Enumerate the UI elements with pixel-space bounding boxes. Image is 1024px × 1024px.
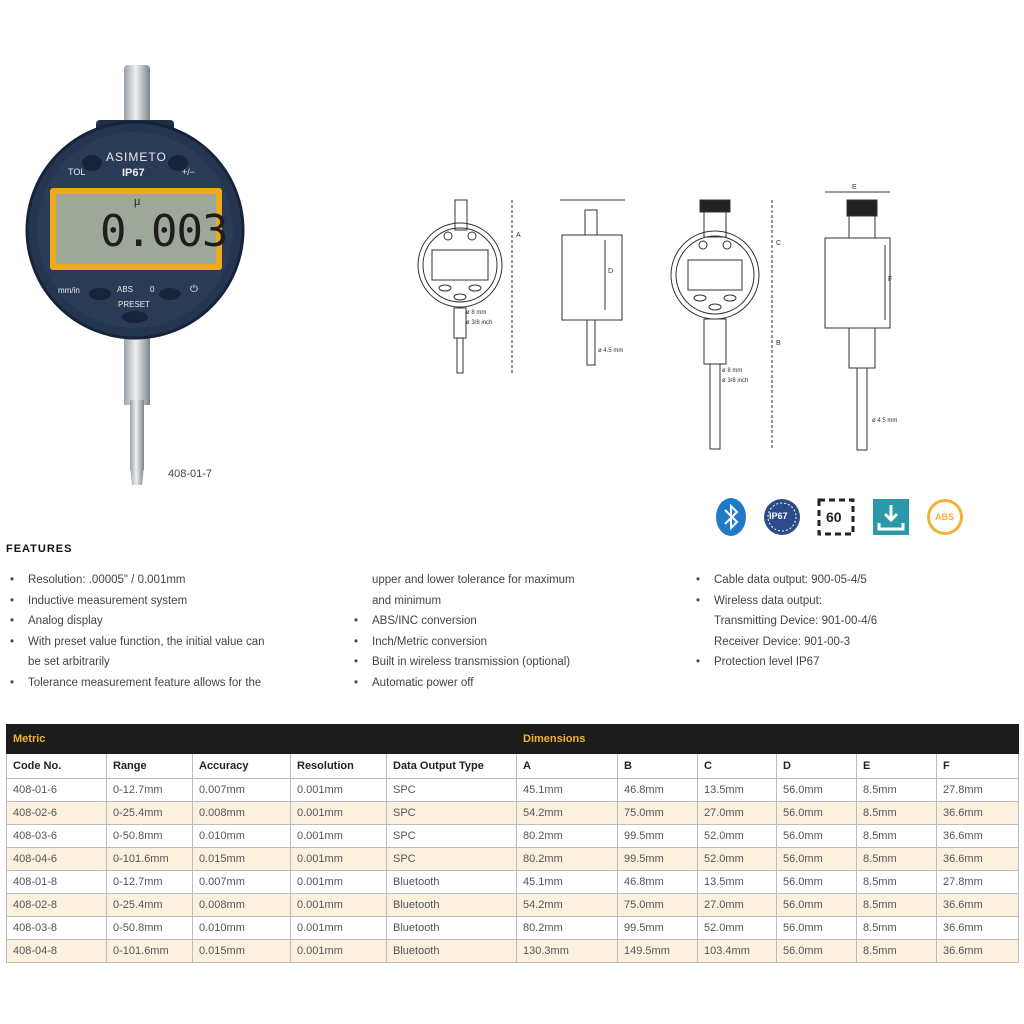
table-cell: 56.0mm bbox=[777, 917, 857, 940]
table-cell: 8.5mm bbox=[857, 940, 937, 963]
table-cell: 13.5mm bbox=[698, 871, 777, 894]
power-icon: ⏻ bbox=[190, 284, 198, 295]
column-header: D bbox=[777, 754, 857, 779]
table-cell: 8.5mm bbox=[857, 871, 937, 894]
column-header: E bbox=[857, 754, 937, 779]
band-dimensions: Dimensions bbox=[517, 725, 1019, 754]
model-caption: 408-01-7 bbox=[168, 468, 213, 480]
ip-rating-label: IP67 bbox=[122, 167, 145, 179]
table-cell: 8.5mm bbox=[857, 917, 937, 940]
table-cell: 0.010mm bbox=[193, 917, 291, 940]
brand-label: ASIMETO bbox=[106, 150, 167, 164]
table-cell: 99.5mm bbox=[618, 917, 698, 940]
feature-item: and minimum bbox=[372, 594, 442, 607]
table-cell: 0-25.4mm bbox=[107, 894, 193, 917]
table-cell: 27.8mm bbox=[937, 871, 1019, 894]
column-header: Code No. bbox=[7, 754, 107, 779]
table-cell: 0-101.6mm bbox=[107, 848, 193, 871]
table-cell: 45.1mm bbox=[517, 779, 618, 802]
table-cell: SPC bbox=[387, 779, 517, 802]
lcd-unit: μ bbox=[134, 196, 141, 208]
table-cell: 54.2mm bbox=[517, 894, 618, 917]
feature-item: • Inch/Metric conversion bbox=[352, 632, 652, 653]
table-band-row bbox=[7, 725, 1019, 754]
stem-dia-inch-label: ø 3/8 inch bbox=[466, 320, 493, 326]
tip-dia-label-2: ø 4.5 mm bbox=[872, 418, 898, 424]
table-cell: 75.0mm bbox=[618, 894, 698, 917]
table-cell: 36.6mm bbox=[937, 940, 1019, 963]
dim-label-b: B bbox=[776, 340, 781, 347]
column-header: Accuracy bbox=[193, 754, 291, 779]
table-cell: 36.6mm bbox=[937, 917, 1019, 940]
table-cell: 36.6mm bbox=[937, 848, 1019, 871]
table-header-row bbox=[7, 754, 1019, 779]
table-row bbox=[7, 940, 1019, 963]
table-cell: 99.5mm bbox=[618, 825, 698, 848]
table-cell: 0.001mm bbox=[291, 825, 387, 848]
table-cell: 0.008mm bbox=[193, 894, 291, 917]
feature-item: • Inductive measurement system bbox=[8, 591, 328, 612]
table-cell: 8.5mm bbox=[857, 894, 937, 917]
feature-item: • Automatic power off bbox=[352, 673, 652, 694]
table-row bbox=[7, 825, 1019, 848]
column-header: Range bbox=[107, 754, 193, 779]
feature-item: • Analog display bbox=[8, 611, 328, 632]
table-cell: 408-01-8 bbox=[7, 871, 107, 894]
table-cell: 408-04-8 bbox=[7, 940, 107, 963]
table-cell: 45.1mm bbox=[517, 871, 618, 894]
table-cell: 408-02-8 bbox=[7, 894, 107, 917]
table-cell: 27.8mm bbox=[937, 779, 1019, 802]
table-cell: 8.5mm bbox=[857, 779, 937, 802]
tol-button-label: TOL bbox=[68, 167, 86, 177]
table-row bbox=[7, 779, 1019, 802]
table-row bbox=[7, 802, 1019, 825]
table-cell: 8.5mm bbox=[857, 848, 937, 871]
tip-dia-label: ø 4.5 mm bbox=[598, 348, 624, 354]
table-cell: 0.001mm bbox=[291, 848, 387, 871]
table-cell: 408-03-6 bbox=[7, 825, 107, 848]
table-cell: 80.2mm bbox=[517, 825, 618, 848]
table-cell: 0-50.8mm bbox=[107, 825, 193, 848]
sixty-icon bbox=[816, 497, 856, 537]
dim-label-a: A bbox=[516, 232, 521, 239]
dim-label-d: D bbox=[608, 268, 614, 275]
table-cell: 408-04-6 bbox=[7, 848, 107, 871]
dim-label-c: C bbox=[776, 240, 782, 247]
table-cell: 149.5mm bbox=[618, 940, 698, 963]
table-cell: 27.0mm bbox=[698, 802, 777, 825]
table-row bbox=[7, 848, 1019, 871]
column-header: A bbox=[517, 754, 618, 779]
feature-item: • Built in wireless transmission (optional) bbox=[352, 652, 652, 673]
table-cell: 0.001mm bbox=[291, 871, 387, 894]
table-cell: 80.2mm bbox=[517, 848, 618, 871]
band-metric: Metric bbox=[7, 725, 517, 754]
table-cell: 56.0mm bbox=[777, 802, 857, 825]
table-cell: 0.001mm bbox=[291, 894, 387, 917]
feature-item: • ABS/INC conversion bbox=[352, 611, 652, 632]
table-cell: 130.3mm bbox=[517, 940, 618, 963]
table-cell: 56.0mm bbox=[777, 894, 857, 917]
table-cell: 56.0mm bbox=[777, 871, 857, 894]
table-cell: 0.008mm bbox=[193, 802, 291, 825]
feature-item: • Wireless data output: bbox=[694, 591, 994, 612]
feature-item: upper and lower tolerance for maximum bbox=[372, 574, 575, 586]
table-cell: 408-02-6 bbox=[7, 802, 107, 825]
stem-dia-label: ø 8 mm bbox=[466, 310, 487, 316]
table-cell: 0.015mm bbox=[193, 940, 291, 963]
table-cell: 52.0mm bbox=[698, 917, 777, 940]
table-cell: 8.5mm bbox=[857, 825, 937, 848]
table-cell: 56.0mm bbox=[777, 779, 857, 802]
feature-item: • With preset value function, the initial value can bbox=[8, 632, 328, 653]
stem-dia-label-2: ø 8 mm bbox=[722, 368, 743, 374]
column-header: Resolution bbox=[291, 754, 387, 779]
table-cell: 80.2mm bbox=[517, 917, 618, 940]
table-cell: 0.007mm bbox=[193, 779, 291, 802]
sixty-text: 60 bbox=[826, 509, 842, 525]
data-output-icon bbox=[871, 497, 911, 537]
feature-item: Transmitting Device: 901-00-4/6 bbox=[714, 615, 878, 627]
features-column-2 bbox=[352, 570, 652, 693]
table-row bbox=[7, 894, 1019, 917]
column-header: F bbox=[937, 754, 1019, 779]
table-cell: 0-12.7mm bbox=[107, 871, 193, 894]
table-cell: 0.007mm bbox=[193, 871, 291, 894]
table-cell: SPC bbox=[387, 802, 517, 825]
feature-item: • Cable data output: 900-05-4/5 bbox=[694, 570, 994, 591]
column-header: B bbox=[618, 754, 698, 779]
column-header: Data Output Type bbox=[387, 754, 517, 779]
abs-icon bbox=[925, 497, 965, 537]
table-cell: 54.2mm bbox=[517, 802, 618, 825]
feature-item: Receiver Device: 901-00-3 bbox=[714, 635, 851, 648]
table-cell: SPC bbox=[387, 825, 517, 848]
feature-item: • Resolution: .00005" / 0.001mm bbox=[8, 570, 328, 591]
table-cell: 0.001mm bbox=[291, 802, 387, 825]
table-cell: Bluetooth bbox=[387, 871, 517, 894]
abs-icon-text: ABS bbox=[935, 512, 955, 522]
stem-dia-inch-label-2: ø 3/8 inch bbox=[722, 378, 749, 384]
features-column-1 bbox=[8, 570, 328, 693]
feature-item: • Tolerance measurement feature allows for the bbox=[8, 673, 328, 694]
ip67-text: IP67 bbox=[769, 511, 788, 521]
table-cell: 46.8mm bbox=[618, 779, 698, 802]
table-cell: 408-01-6 bbox=[7, 779, 107, 802]
table-cell: 408-03-8 bbox=[7, 917, 107, 940]
features-title: FEATURES bbox=[6, 543, 73, 555]
plusminus-button-label: +/− bbox=[182, 167, 196, 177]
product-photo bbox=[20, 60, 250, 500]
table-cell: 103.4mm bbox=[698, 940, 777, 963]
table-cell: 0.010mm bbox=[193, 825, 291, 848]
feature-item: be set arbitrarily bbox=[28, 656, 110, 668]
table-cell: Bluetooth bbox=[387, 940, 517, 963]
column-header: C bbox=[698, 754, 777, 779]
bluetooth-icon bbox=[711, 497, 751, 537]
table-cell: 0.001mm bbox=[291, 779, 387, 802]
table-cell: 36.6mm bbox=[937, 802, 1019, 825]
table-row bbox=[7, 917, 1019, 940]
table-cell: 0-25.4mm bbox=[107, 802, 193, 825]
abs-label: ABS bbox=[117, 285, 134, 294]
table-cell: 27.0mm bbox=[698, 894, 777, 917]
spec-table bbox=[6, 724, 1019, 963]
table-cell: 52.0mm bbox=[698, 848, 777, 871]
table-cell: 0.001mm bbox=[291, 917, 387, 940]
table-cell: Bluetooth bbox=[387, 917, 517, 940]
preset-label: PRESET bbox=[118, 300, 151, 309]
features-column-3 bbox=[694, 570, 994, 673]
table-cell: SPC bbox=[387, 848, 517, 871]
technical-drawings bbox=[400, 180, 920, 460]
mm-in-label: mm/in bbox=[58, 286, 80, 295]
feature-item: • Protection level IP67 bbox=[694, 652, 994, 673]
table-cell: 36.6mm bbox=[937, 894, 1019, 917]
table-cell: 52.0mm bbox=[698, 825, 777, 848]
table-cell: 56.0mm bbox=[777, 825, 857, 848]
table-cell: 8.5mm bbox=[857, 802, 937, 825]
table-cell: 13.5mm bbox=[698, 779, 777, 802]
table-cell: 99.5mm bbox=[618, 848, 698, 871]
lcd-reading: 0.003 bbox=[100, 206, 228, 257]
table-cell: 46.8mm bbox=[618, 871, 698, 894]
table-row bbox=[7, 871, 1019, 894]
table-cell: 0-101.6mm bbox=[107, 940, 193, 963]
table-cell: 0.015mm bbox=[193, 848, 291, 871]
table-cell: 0-50.8mm bbox=[107, 917, 193, 940]
table-cell: 56.0mm bbox=[777, 940, 857, 963]
table-cell: 56.0mm bbox=[777, 848, 857, 871]
table-cell: 0-12.7mm bbox=[107, 779, 193, 802]
ip67-icon bbox=[762, 497, 802, 537]
table-cell: 0.001mm bbox=[291, 940, 387, 963]
table-cell: 36.6mm bbox=[937, 825, 1019, 848]
zero-label: 0 bbox=[150, 285, 155, 294]
dim-label-e: E bbox=[852, 184, 857, 191]
table-cell: Bluetooth bbox=[387, 894, 517, 917]
table-cell: 75.0mm bbox=[618, 802, 698, 825]
dim-label-f: F bbox=[888, 276, 893, 283]
